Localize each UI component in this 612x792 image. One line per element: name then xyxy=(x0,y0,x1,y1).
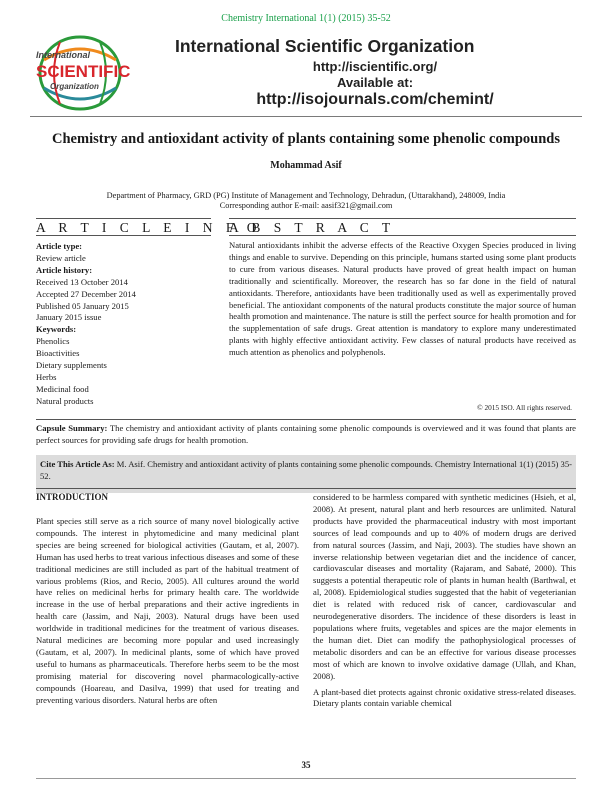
divider xyxy=(229,235,576,236)
cite-label: Cite This Article As: xyxy=(40,459,115,469)
copyright-notice: © 2015 ISO. All rights reserved. xyxy=(477,403,572,412)
published-date: Published 05 January 2015 xyxy=(36,300,129,311)
logo-sub-text: Organization xyxy=(50,82,99,91)
article-history-label: Article history: xyxy=(36,264,93,275)
logo-main-text: SCIENTIFIC xyxy=(36,62,131,81)
body-column-left xyxy=(36,516,299,707)
abstract-heading: A B S T R A C T xyxy=(229,220,396,235)
iso-logo xyxy=(30,32,148,114)
logo-top-text: International xyxy=(36,50,91,60)
cite-text: M. Asif. Chemistry and antioxidant activity of plants containing some phenolic compounds. Chemistry International 1(1) (2015) 35-52. xyxy=(40,459,572,481)
keyword-item: Dietary supplements xyxy=(36,360,107,371)
article-info-heading: A R T I C L E I N F O xyxy=(36,220,262,235)
capsule-text: The chemistry and antioxidant activity of plants containing some phenolic compounds is overviewed and it was found that plants are perfect sources for providing safe drugs for health promotion. xyxy=(36,423,576,445)
org-url-link[interactable]: http://iscientific.org/ xyxy=(312,59,438,74)
author-name: Mohammad Asif xyxy=(270,160,342,171)
divider xyxy=(229,218,576,219)
keyword-item: Natural products xyxy=(36,395,94,406)
capsule-summary xyxy=(36,423,576,447)
org-title: International Scientific Organization xyxy=(175,36,475,56)
banner-divider xyxy=(30,116,582,117)
journal-banner xyxy=(30,32,582,114)
body-paragraph: A plant-based diet protects against chronic oxidative stress-related diseases. Dietary plants contain variable chemical xyxy=(313,686,576,709)
introduction-heading: INTRODUCTION xyxy=(36,492,109,502)
corresponding-email: Corresponding author E-mail: aasif321@gmail.com xyxy=(219,201,393,210)
running-head: Chemistry International 1(1) (2015) 35-52 xyxy=(221,13,391,24)
footer-divider xyxy=(36,778,576,779)
body-column-right xyxy=(313,492,576,710)
abstract-text: Natural antioxidants inhibit the adverse effects of the Reactive Oxygen Species produced in living things and enable to survive. Depending on this principle, humans started using some plant products to cure from various diseases. Natural products have proved of great health impact on human traditionally and scientifically. Moreover, the research has so far done in the field of natural antioxidants. Therefore, antioxidants have been traditionally used as well as experimentally proved beneficial. The antioxidant components of the natural products constitute the major source of human health promotion and maintenance. The nature is still the perfect source for health promotion and for the supplementation of safe drugs. Great attention is mandatory to explore many underestimated plants with highly effective antioxidant activity. Few classes of natural products have received as much attention as phenolics and polyphenols. xyxy=(229,240,576,358)
capsule-label: Capsule Summary: xyxy=(36,423,108,433)
body-paragraph: Plant species still serve as a rich source of many novel biologically active compounds. The interest in phytomedicine and many medicinal plant species are being screened for biological activities (Gautam, et al, 2007). Human has used herbs to treat various infectious diseases and some of these traditional medicines are still included as part of the habitual treatment of various problems (Rios, and Recio, 2005). All cultures around the world have relies on medicinal herbs for primary health care. The worldwide increase in the use of herbal preparations and their active ingredients in health care (Jassim, and Naji, 2003). Natural drugs have been used worldwide in traditional medicines for the treatment of various diseases. Natural medicines are becoming more popular and used increasingly (Gautam, et al, 2007). In medicinal plants, some of which have proved useful to humans as pharmaceuticals. Therefore herbs seem to be the most promising material for discovering novel pharmacologically-active compounds (Hoareau, and Dasilva, 1999) that used for treating and preventing various disorders. Natural herbs are often xyxy=(36,516,299,705)
article-info-list xyxy=(36,241,211,408)
article-type-label: Article type: xyxy=(36,241,83,251)
keyword-item: Herbs xyxy=(36,371,57,382)
journal-url-link[interactable]: http://isojournals.com/chemint/ xyxy=(256,91,494,108)
body-paragraph: considered to be harmless compared with synthetic medicines (Hsieh, et al, 2008). At present, natural plant and herb resources are unlimited. Natural products have provided the pharmaceutical industry with most important sources of lead compounds and up to 40% of modern drugs are derived from natural sources (Jassim, and Naji, 2003). The studies have shown an inverse relationship between vegetarian diet and the incidence of cancer, cardiovascular diseases and mortality (Rajaram, and Sabaté, 2000). This suggests a potential therapeutic role of plants in human health (Barthwal, et al, 2008). Epidemiological studies suggested that the habit of vegeterianian diet is related with reduced risk of cancer, cardiovascular and neurodegenerative disorders. The incidence of these disorders is least in populations where fruits, vegetables and spices are the major elements in the human diet. Diet can modify the pathophysiological processes of metabolic disorders and can be an effective for various disease processes most of which are known to involve oxidative damage (Ullah, and Khan, 2008). xyxy=(313,492,576,681)
article-type-value: Review article xyxy=(36,252,86,263)
available-at-label: Available at: xyxy=(336,75,414,90)
divider xyxy=(36,419,576,420)
author-affiliation: Department of Pharmacy, GRD (PG) Institute of Management and Technology, Dehradun, (Uttarakhand), 248009, India xyxy=(106,191,506,200)
accepted-date: Accepted 27 December 2014 xyxy=(36,288,136,299)
received-date: Received 13 October 2014 xyxy=(36,276,128,287)
paper-title: Chemistry and antioxidant activity of plants containing some phenolic compounds xyxy=(52,131,560,147)
keywords-label: Keywords: xyxy=(36,324,77,335)
divider xyxy=(36,488,576,489)
page-number: 35 xyxy=(301,760,311,770)
divider xyxy=(36,235,211,236)
keyword-item: Phenolics xyxy=(36,336,70,347)
keyword-item: Bioactivities xyxy=(36,348,80,359)
issue-info: January 2015 issue xyxy=(36,312,102,323)
divider xyxy=(36,218,211,219)
keyword-item: Medicinal food xyxy=(36,383,89,394)
